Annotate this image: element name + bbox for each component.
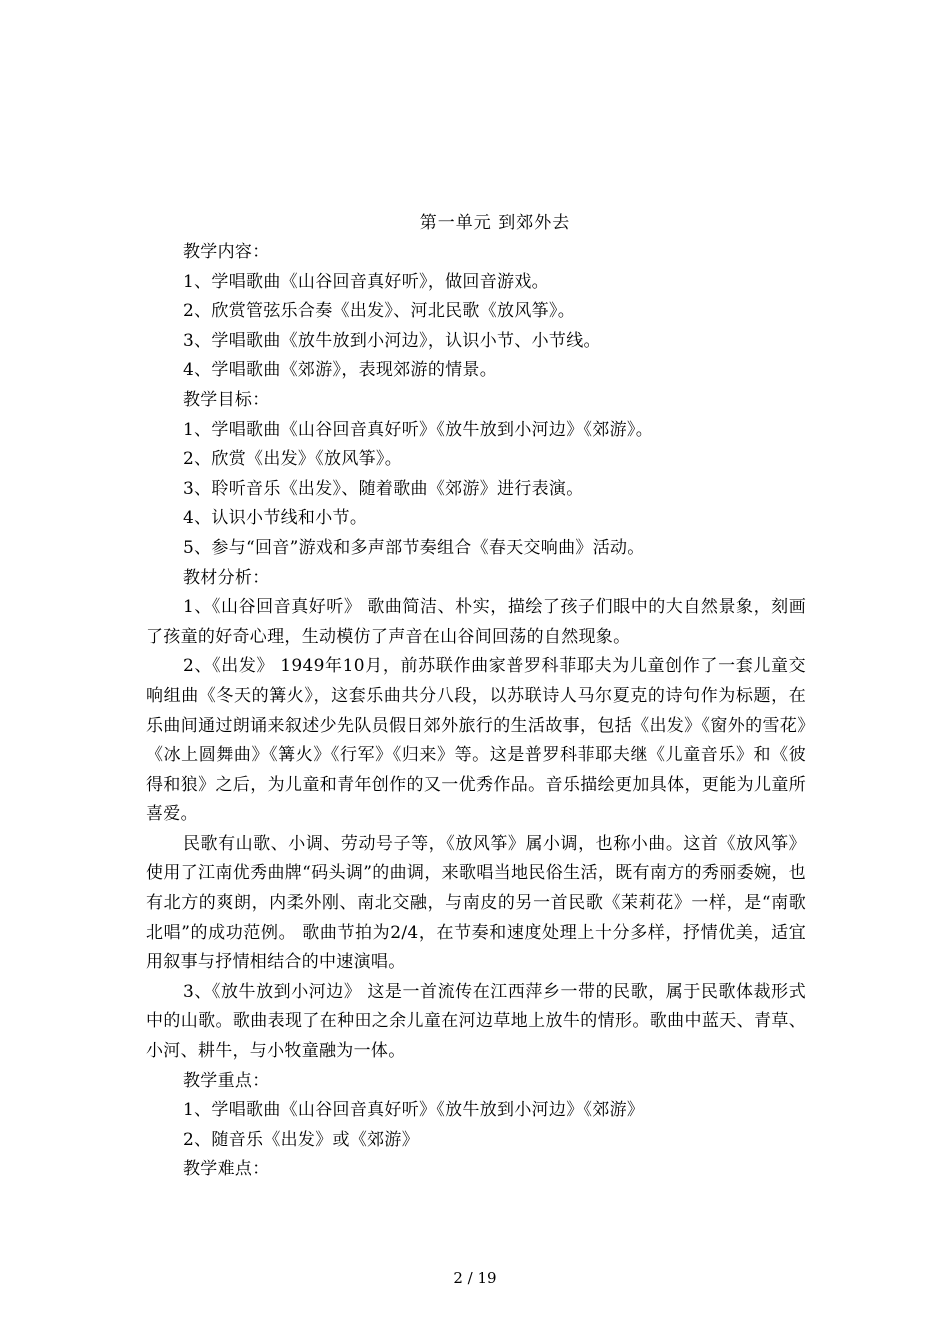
section-heading-material-analysis: 教材分析： bbox=[183, 567, 270, 588]
list-item: 2、欣赏管弦乐合奏《出发》、河北民歌《放风筝》。 bbox=[183, 301, 576, 322]
paragraph: 1、《山谷回音真好听》 歌曲简洁、朴实，描绘了孩子们眼中的大自然景象，刻画了孩童的好奇心理，生动模仿了声音在山谷间回荡的自然现象。 bbox=[146, 597, 806, 647]
list-item: 5、参与“回音”游戏和多声部节奏组合《春天交响曲》活动。 bbox=[183, 537, 645, 558]
paragraph: 2、《出发》 1949年10月，前苏联作曲家普罗科菲耶夫为儿童创作了一套儿童交响组曲《冬天的篝火》，这套乐曲共分八段，以苏联诗人马尔夏克的诗句作为标题，在乐曲间通过朗诵来叙述少先队员假日郊外旅行的生活故事，包括《出发》《窗外的雪花》《冰上圆舞曲》《篝火》《行军》《归来》等。这是普罗科菲耶夫继《儿童音乐》和《彼得和狼》之后，为儿童和青年创作的又一优秀作品。音乐描绘更加具体，更能为儿童所喜爱。 bbox=[146, 656, 806, 825]
section-heading-difficulties: 教学难点： bbox=[183, 1159, 270, 1180]
list-item: 4、认识小节线和小节。 bbox=[183, 508, 368, 529]
page-title: 第一单元 到郊外去 bbox=[419, 213, 571, 233]
list-item: 1、学唱歌曲《山谷回音真好听》《放牛放到小河边》《郊游》 bbox=[183, 1100, 645, 1121]
list-item: 2、欣赏《出发》《放风筝》。 bbox=[183, 449, 403, 470]
paragraph: 3、《放牛放到小河边》 这是一首流传在江西萍乡一带的民歌，属于民歌体裁形式中的山歌。歌曲表现了在种田之余儿童在河边草地上放牛的情形。歌曲中蓝天、青草、小河、耕牛，与小牧童融为一体。 bbox=[146, 981, 806, 1062]
section-heading-teaching-goals: 教学目标： bbox=[183, 389, 270, 410]
list-item: 2、随音乐《出发》或《郊游》 bbox=[183, 1129, 420, 1150]
list-item: 3、聆听音乐《出发》、随着歌曲《郊游》进行表演。 bbox=[183, 478, 584, 499]
list-item: 3、学唱歌曲《放牛放到小河边》，认识小节、小节线。 bbox=[183, 330, 601, 351]
list-item: 4、学唱歌曲《郊游》，表现郊游的情景。 bbox=[183, 360, 498, 381]
list-item: 1、学唱歌曲《山谷回音真好听》《放牛放到小河边》《郊游》。 bbox=[183, 419, 654, 440]
list-item: 1、学唱歌曲《山谷回音真好听》，做回音游戏。 bbox=[183, 271, 549, 292]
page-number: 2 / 19 bbox=[453, 1269, 497, 1287]
section-heading-key-points: 教学重点： bbox=[183, 1070, 270, 1091]
section-heading-teaching-content: 教学内容： bbox=[183, 242, 270, 262]
document-body bbox=[146, 238, 806, 1185]
paragraph: 民歌有山歌、小调、劳动号子等，《放风筝》属小调，也称小曲。这首《放风筝》使用了江南优秀曲牌“码头调”的曲调，来歌唱当地民俗生活，既有南方的秀丽委婉，也有北方的爽朗，内柔外刚、南北交融，与南皮的另一首民歌《茉莉花》一样，是“南歌北唱”的成功范例。 歌曲节拍为2/4，在节奏和速度处理上十分多样，抒情优美，适宜用叙事与抒情相结合的中速演唱。 bbox=[146, 833, 806, 973]
